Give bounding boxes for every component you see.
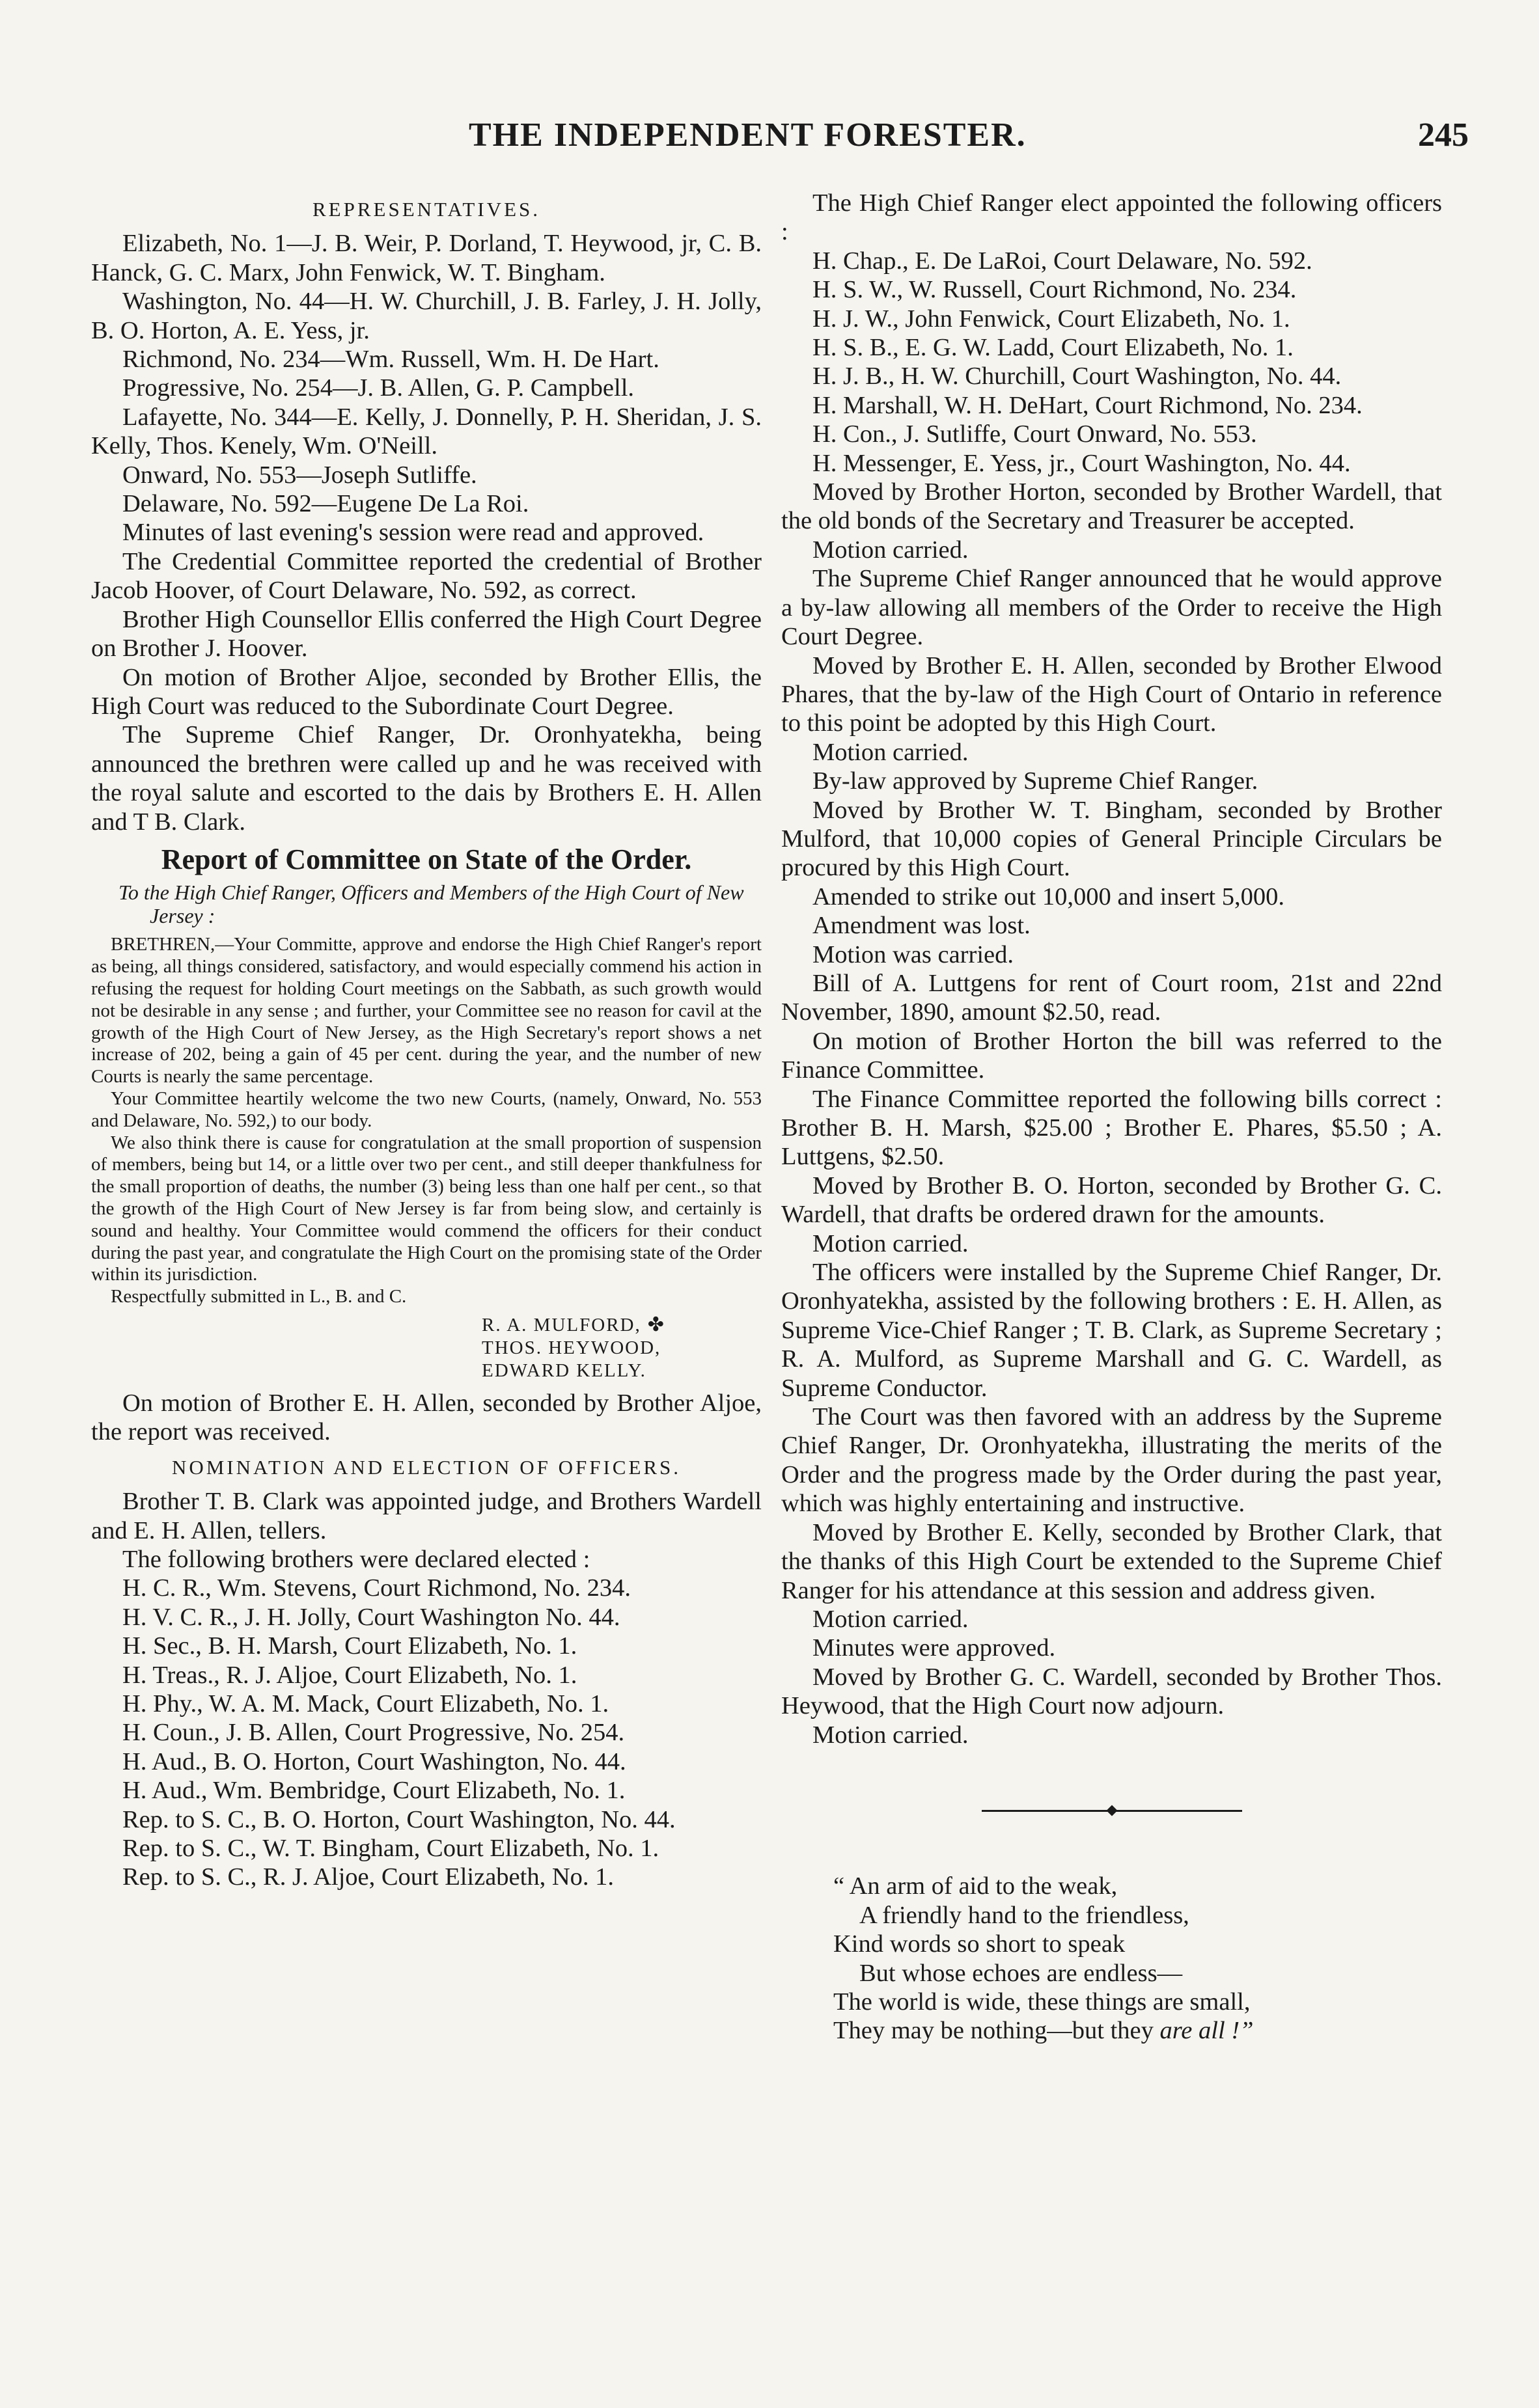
paragraph: The Supreme Chief Ranger, Dr. Oronhyatekha, being announced the brethren were called up and he was received with the royal salute and escorted to the dais by Brothers E. H. Allen and T B. Clark. — [91, 721, 762, 836]
paragraph: Motion carried. — [812, 536, 969, 564]
list-item: H. Aud., B. O. Horton, Court Washington, No. 44. — [122, 1747, 626, 1775]
signer: R. A. MULFORD, ✤ — [482, 1313, 665, 1335]
paragraph: By-law approved by Supreme Chief Ranger. — [812, 767, 1258, 795]
list-item: Rep. to S. C., W. T. Bingham, Court Elizabeth, No. 1. — [122, 1834, 659, 1862]
paragraph: The following brothers were declared elected : — [122, 1545, 590, 1573]
list-item: Washington, No. 44—H. W. Churchill, J. B. Farley, J. H. Jolly, B. O. Horton, A. E. Yess, jr. — [91, 288, 762, 344]
list-item: H. S. W., W. Russell, Court Richmond, No. 234. — [812, 276, 1297, 304]
paragraph: Moved by Brother B. O. Horton, seconded by Brother G. C. Wardell, that drafts be ordered drawn for the amounts. — [781, 1171, 1442, 1229]
paragraph: Motion carried. — [812, 1721, 969, 1749]
signer: EDWARD KELLY. — [482, 1360, 646, 1381]
paragraph: Motion carried. — [812, 1605, 969, 1633]
paragraph: Amended to strike out 10,000 and insert 5,000. — [812, 882, 1284, 910]
paragraph: The Credential Committee reported the credential of Brother Jacob Hoover, of Court Delaware, No. 592, as correct. — [91, 547, 762, 605]
page-number: 245 — [1418, 116, 1469, 154]
poem-italic-ending: are all !” — [1159, 2017, 1254, 2045]
section-divider — [781, 1795, 1442, 1824]
paragraph: Motion carried. — [812, 738, 969, 766]
report-paragraph: Respectfully submitted in L., B. and C. — [111, 1286, 407, 1307]
paragraph: Moved by Brother E. H. Allen, seconded by Brother Elwood Phares, that the by-law of the High Court of Ontario in reference to this point be adopted by this High Court. — [781, 651, 1442, 737]
elected-list — [91, 1574, 762, 1891]
poem — [781, 1872, 1442, 2045]
left-column — [91, 189, 762, 1892]
paragraph: Minutes were approved. — [812, 1634, 1056, 1662]
poem-line: Kind words so short to speak — [833, 1930, 1126, 1958]
paragraph: On motion of Brother Horton the bill was referred to the Finance Committee. — [781, 1027, 1442, 1084]
appointed-list — [781, 247, 1442, 478]
list-item: H. J. W., John Fenwick, Court Elizabeth, No. 1. — [812, 305, 1290, 333]
paragraph: The Finance Committee reported the following bills correct : Brother B. H. Marsh, $25.00 ; Brother E. Phares, $5.50 ; A. Luttgens, $2.50. — [781, 1085, 1442, 1171]
paragraph: Moved by Brother Horton, seconded by Brother Wardell, that the old bonds of the Secretary and Treasurer be accepted. — [781, 478, 1442, 535]
list-item: Delaware, No. 592—Eugene De La Roi. — [122, 490, 529, 518]
list-item: H. V. C. R., J. H. Jolly, Court Washington No. 44. — [122, 1603, 620, 1631]
paragraph: The Supreme Chief Ranger announced that he would approve a by-law allowing all members of the Order to receive the High Court Degree. — [781, 565, 1442, 651]
paragraph: Brother T. B. Clark was appointed judge, and Brothers Wardell and E. H. Allen, tellers. — [91, 1488, 762, 1544]
list-item: H. Coun., J. B. Allen, Court Progressive, No. 254. — [122, 1719, 625, 1747]
paragraph: Brother High Counsellor Ellis conferred the High Court Degree on Brother J. Hoover. — [91, 605, 762, 663]
list-item: H. Messenger, E. Yess, jr., Court Washington, No. 44. — [812, 449, 1351, 477]
paragraph: Moved by Brother G. C. Wardell, seconded by Brother Thos. Heywood, that the High Court now adjourn. — [781, 1663, 1442, 1720]
journal-title: THE INDEPENDENT FORESTER. — [469, 116, 1027, 154]
list-item: Rep. to S. C., B. O. Horton, Court Washington, No. 44. — [122, 1805, 676, 1833]
list-item: H. Sec., B. H. Marsh, Court Elizabeth, No. 1. — [122, 1632, 577, 1660]
poem-line: A friendly hand to the friendless, — [859, 1901, 1189, 1929]
list-item: H. S. B., E. G. W. Ladd, Court Elizabeth, No. 1. — [812, 334, 1294, 362]
report-address: To the High Chief Ranger, Officers and Members of the High Court of New Jersey : — [118, 881, 744, 928]
list-item: H. Treas., R. J. Aljoe, Court Elizabeth, No. 1. — [122, 1661, 577, 1689]
paragraph: The High Chief Ranger elect appointed the following officers : — [781, 189, 1442, 246]
list-item: H. Chap., E. De LaRoi, Court Delaware, No. 592. — [812, 247, 1312, 275]
report-paragraph: BRETHREN,—Your Committe, approve and endorse the High Chief Ranger's report as being, all things considered, satisfactory, and would especially commend his action in refusing the request for holding Court meetings on the Sabbath, as such growth would not be desirable in any sense ; and further, your Committee see no reason for cavil at the growth of the High Court of New Jersey, as the High Secretary's report shows a net increase of 202, being a gain of 45 per cent. during the year, and the number of new Courts is nearly the same percentage. — [91, 934, 762, 1088]
report-paragraph: We also think there is cause for congratulation at the small proportion of suspension of members, being but 14, or a little over two per cent., and still deeper thankfulness for the small proportion of deaths, the number (3) being less than one half per cent., so that the growth of the High Court of New Jersey is far from being slow, and certainly is sound and healthy. Your Committee would commend the officers for their conduct during the past year, and congratulate the High Court on the promising state of the Order within its jurisdiction. — [91, 1132, 762, 1285]
poem-line-last: They may be nothing—but they are all !” — [833, 2017, 1254, 2045]
list-item: Onward, No. 553—Joseph Sutliffe. — [122, 461, 477, 489]
list-item: Rep. to S. C., R. J. Aljoe, Court Elizabeth, No. 1. — [122, 1863, 614, 1891]
report-signers — [91, 1313, 762, 1382]
report-paragraph: Your Committee heartily welcome the two new Courts, (namely, Onward, No. 553 and Delaware, No. 592,) to our body. — [91, 1088, 762, 1131]
list-item: Lafayette, No. 344—E. Kelly, J. Donnelly, P. H. Sheridan, J. S. Kelly, Thos. Kenely, Wm. O'Neill. — [91, 403, 762, 460]
poem-line: But whose echoes are endless— — [859, 1959, 1183, 1987]
list-item: Progressive, No. 254—J. B. Allen, G. P. Campbell. — [122, 374, 635, 402]
paragraph: Amendment was lost. — [812, 912, 1031, 940]
list-item: Elizabeth, No. 1—J. B. Weir, P. Dorland, T. Heywood, jr, C. B. Hanck, G. C. Marx, John Fenwick, W. T. Bingham. — [91, 230, 762, 286]
list-item: Richmond, No. 234—Wm. Russell, Wm. H. De Hart. — [122, 346, 659, 374]
paragraph: Motion carried. — [812, 1229, 969, 1257]
representatives-heading: REPRESENTATIVES. — [312, 198, 540, 221]
list-item: H. Phy., W. A. M. Mack, Court Elizabeth, No. 1. — [122, 1690, 609, 1717]
list-item: H. C. R., Wm. Stevens, Court Richmond, No. 234. — [122, 1574, 631, 1602]
right-column — [781, 189, 1442, 2045]
paragraph: The officers were installed by the Supreme Chief Ranger, Dr. Oronhyatekha, assisted by the following brothers : E. H. Allen, as Supreme Vice-Chief Ranger ; T. B. Clark, as Supreme Secretary ; R. A. Mulford, as Supreme Marshall and G. C. Wardell, as Supreme Conductor. — [781, 1259, 1442, 1402]
list-item: H. Marshall, W. H. DeHart, Court Richmond, No. 234. — [812, 391, 1363, 419]
running-head — [469, 116, 1480, 161]
paragraph: On motion of Brother Aljoe, seconded by Brother Ellis, the High Court was reduced to the Subordinate Court Degree. — [91, 663, 762, 720]
paragraph: Bill of A. Luttgens for rent of Court room, 21st and 22nd November, 1890, amount $2.50, read. — [781, 969, 1442, 1026]
seal-icon: ✤ — [647, 1313, 665, 1335]
signer: THOS. HEYWOOD, — [482, 1337, 661, 1358]
paragraph: On motion of Brother E. H. Allen, seconded by Brother Aljoe, the report was received. — [91, 1389, 762, 1446]
list-item: H. J. B., H. W. Churchill, Court Washington, No. 44. — [812, 363, 1342, 390]
nomination-heading: NOMINATION AND ELECTION OF OFFICERS. — [171, 1455, 682, 1479]
representatives-list — [91, 229, 762, 518]
paragraph: Minutes of last evening's session were read and approved. — [122, 519, 704, 547]
poem-line: The world is wide, these things are small, — [833, 1988, 1251, 2016]
paragraph: Moved by Brother W. T. Bingham, seconded by Brother Mulford, that 10,000 copies of General Principle Circulars be procured by this High Court. — [781, 796, 1442, 882]
poem-line: “ An arm of aid to the weak, — [833, 1872, 1118, 1900]
paragraph: Moved by Brother E. Kelly, seconded by Brother Clark, that the thanks of this High Court be extended to the Supreme Chief Ranger for his attendance at this session and address given. — [781, 1518, 1442, 1604]
list-item: H. Con., J. Sutliffe, Court Onward, No. 553. — [812, 420, 1257, 448]
report-title: Report of Committee on State of the Order. — [161, 843, 692, 875]
paragraph: The Court was then favored with an address by the Supreme Chief Ranger, Dr. Oronhyatekha, illustrating the merits of the Order and the progress made by the Order during the past year, which was highly entertaining and instructive. — [781, 1403, 1442, 1518]
paragraph: Motion was carried. — [812, 940, 1014, 968]
list-item: H. Aud., Wm. Bembridge, Court Elizabeth, No. 1. — [122, 1777, 626, 1805]
